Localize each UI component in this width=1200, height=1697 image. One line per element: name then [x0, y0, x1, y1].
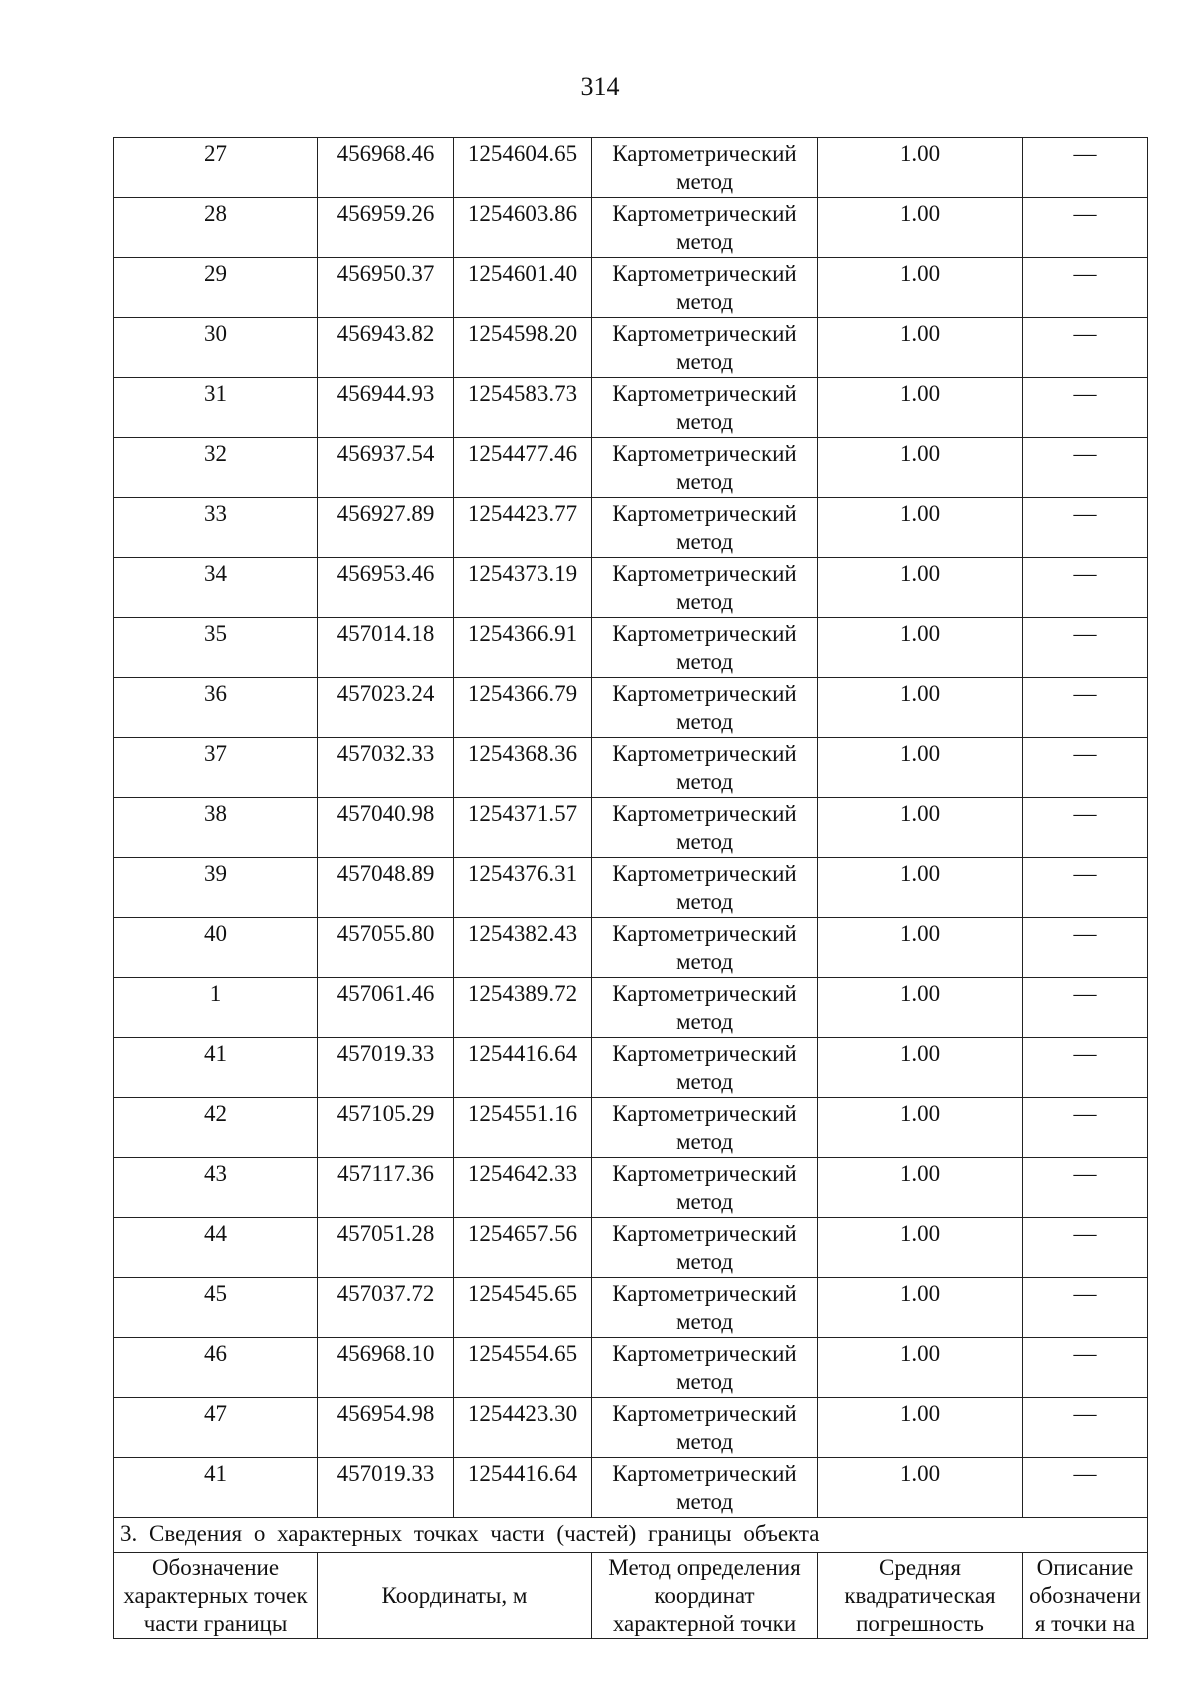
table-row	[114, 1038, 1148, 1098]
coordinate-y-cell: 1254382.43	[454, 918, 592, 978]
point-number-cell: 47	[114, 1398, 318, 1458]
table-row	[114, 1458, 1148, 1518]
description-cell: —	[1023, 558, 1148, 618]
table-row	[114, 678, 1148, 738]
coordinate-y-cell: 1254368.36	[454, 738, 592, 798]
header-description: Описание обозначени я точки на	[1023, 1553, 1148, 1639]
coordinate-x-cell: 457040.98	[318, 798, 454, 858]
coordinate-y-cell: 1254416.64	[454, 1038, 592, 1098]
coordinate-y-cell: 1254604.65	[454, 138, 592, 198]
coordinate-y-cell: 1254657.56	[454, 1218, 592, 1278]
table-row	[114, 618, 1148, 678]
coordinate-x-cell: 457019.33	[318, 1458, 454, 1518]
header-point-designation: Обозначение характерных точек части границы	[114, 1553, 318, 1639]
description-cell: —	[1023, 1218, 1148, 1278]
table-row	[114, 198, 1148, 258]
point-number-cell: 39	[114, 858, 318, 918]
error-cell: 1.00	[818, 1038, 1023, 1098]
point-number-cell: 32	[114, 438, 318, 498]
coordinate-x-cell: 457032.33	[318, 738, 454, 798]
coordinate-x-cell: 456968.10	[318, 1338, 454, 1398]
method-cell: Картометрический метод	[592, 198, 818, 258]
description-cell: —	[1023, 138, 1148, 198]
method-cell: Картометрический метод	[592, 1278, 818, 1338]
coordinate-y-cell: 1254423.77	[454, 498, 592, 558]
coordinate-y-cell: 1254551.16	[454, 1098, 592, 1158]
method-cell: Картометрический метод	[592, 1398, 818, 1458]
method-cell: Картометрический метод	[592, 1218, 818, 1278]
description-cell: —	[1023, 1098, 1148, 1158]
error-cell: 1.00	[818, 138, 1023, 198]
point-number-cell: 41	[114, 1458, 318, 1518]
method-cell: Картометрический метод	[592, 678, 818, 738]
coordinate-y-cell: 1254389.72	[454, 978, 592, 1038]
point-number-cell: 33	[114, 498, 318, 558]
coordinate-x-cell: 456959.26	[318, 198, 454, 258]
table-row	[114, 1398, 1148, 1458]
description-cell: —	[1023, 618, 1148, 678]
description-cell: —	[1023, 858, 1148, 918]
coordinate-x-cell: 456968.46	[318, 138, 454, 198]
method-cell: Картометрический метод	[592, 918, 818, 978]
table-row	[114, 738, 1148, 798]
coordinate-y-cell: 1254554.65	[454, 1338, 592, 1398]
description-cell: —	[1023, 258, 1148, 318]
error-cell: 1.00	[818, 438, 1023, 498]
description-cell: —	[1023, 1338, 1148, 1398]
point-number-cell: 44	[114, 1218, 318, 1278]
coordinate-y-cell: 1254416.64	[454, 1458, 592, 1518]
coordinate-y-cell: 1254545.65	[454, 1278, 592, 1338]
coordinate-x-cell: 457051.28	[318, 1218, 454, 1278]
error-cell: 1.00	[818, 918, 1023, 978]
table-row	[114, 1278, 1148, 1338]
coordinate-x-cell: 456927.89	[318, 498, 454, 558]
coordinate-x-cell: 457061.46	[318, 978, 454, 1038]
description-cell: —	[1023, 918, 1148, 978]
method-cell: Картометрический метод	[592, 378, 818, 438]
description-cell: —	[1023, 678, 1148, 738]
point-number-cell: 41	[114, 1038, 318, 1098]
method-cell: Картометрический метод	[592, 858, 818, 918]
coordinate-y-cell: 1254376.31	[454, 858, 592, 918]
point-number-cell: 27	[114, 138, 318, 198]
coordinate-x-cell: 457048.89	[318, 858, 454, 918]
method-cell: Картометрический метод	[592, 138, 818, 198]
section-title-row	[114, 1518, 1148, 1553]
method-cell: Картометрический метод	[592, 1038, 818, 1098]
error-cell: 1.00	[818, 1218, 1023, 1278]
coordinate-x-cell: 457014.18	[318, 618, 454, 678]
method-cell: Картометрический метод	[592, 1158, 818, 1218]
error-cell: 1.00	[818, 978, 1023, 1038]
description-cell: —	[1023, 1278, 1148, 1338]
method-cell: Картометрический метод	[592, 738, 818, 798]
method-cell: Картометрический метод	[592, 558, 818, 618]
error-cell: 1.00	[818, 558, 1023, 618]
error-cell: 1.00	[818, 378, 1023, 438]
coordinates-table-body	[114, 138, 1148, 1518]
table-row	[114, 318, 1148, 378]
point-number-cell: 29	[114, 258, 318, 318]
table-row	[114, 258, 1148, 318]
point-number-cell: 38	[114, 798, 318, 858]
coordinate-x-cell: 456944.93	[318, 378, 454, 438]
coordinate-x-cell: 457105.29	[318, 1098, 454, 1158]
point-number-cell: 37	[114, 738, 318, 798]
description-cell: —	[1023, 198, 1148, 258]
error-cell: 1.00	[818, 1458, 1023, 1518]
description-cell: —	[1023, 1398, 1148, 1458]
page-number: 314	[580, 72, 620, 101]
description-cell: —	[1023, 1458, 1148, 1518]
coordinate-x-cell: 457037.72	[318, 1278, 454, 1338]
method-cell: Картометрический метод	[592, 318, 818, 378]
coordinate-y-cell: 1254366.79	[454, 678, 592, 738]
table-row	[114, 1218, 1148, 1278]
description-cell: —	[1023, 498, 1148, 558]
table-header-row	[114, 1553, 1148, 1639]
coordinate-x-cell: 457117.36	[318, 1158, 454, 1218]
error-cell: 1.00	[818, 498, 1023, 558]
description-cell: —	[1023, 378, 1148, 438]
coordinate-y-cell: 1254601.40	[454, 258, 592, 318]
point-number-cell: 31	[114, 378, 318, 438]
method-cell: Картометрический метод	[592, 438, 818, 498]
coordinates-table	[113, 137, 1148, 1639]
error-cell: 1.00	[818, 618, 1023, 678]
point-number-cell: 40	[114, 918, 318, 978]
coordinate-y-cell: 1254477.46	[454, 438, 592, 498]
point-number-cell: 35	[114, 618, 318, 678]
table-row	[114, 1098, 1148, 1158]
coordinate-y-cell: 1254373.19	[454, 558, 592, 618]
point-number-cell: 34	[114, 558, 318, 618]
method-cell: Картометрический метод	[592, 258, 818, 318]
coordinate-y-cell: 1254371.57	[454, 798, 592, 858]
error-cell: 1.00	[818, 858, 1023, 918]
description-cell: —	[1023, 738, 1148, 798]
method-cell: Картометрический метод	[592, 498, 818, 558]
header-coordinates: Координаты, м	[318, 1553, 592, 1639]
table-row	[114, 798, 1148, 858]
error-cell: 1.00	[818, 798, 1023, 858]
table-row	[114, 1158, 1148, 1218]
point-number-cell: 45	[114, 1278, 318, 1338]
point-number-cell: 28	[114, 198, 318, 258]
error-cell: 1.00	[818, 198, 1023, 258]
description-cell: —	[1023, 1158, 1148, 1218]
table-row	[114, 978, 1148, 1038]
error-cell: 1.00	[818, 318, 1023, 378]
section-title: 3. Сведения о характерных точках части (частей) границы объекта	[114, 1518, 1148, 1553]
description-cell: —	[1023, 318, 1148, 378]
description-cell: —	[1023, 978, 1148, 1038]
table-row	[114, 438, 1148, 498]
coordinate-x-cell: 456954.98	[318, 1398, 454, 1458]
error-cell: 1.00	[818, 258, 1023, 318]
method-cell: Картометрический метод	[592, 978, 818, 1038]
coordinate-x-cell: 456950.37	[318, 258, 454, 318]
coordinate-x-cell: 457019.33	[318, 1038, 454, 1098]
coordinate-x-cell: 456937.54	[318, 438, 454, 498]
coordinate-x-cell: 456953.46	[318, 558, 454, 618]
coordinate-y-cell: 1254583.73	[454, 378, 592, 438]
coordinate-x-cell: 456943.82	[318, 318, 454, 378]
point-number-cell: 43	[114, 1158, 318, 1218]
table-row	[114, 138, 1148, 198]
method-cell: Картометрический метод	[592, 1338, 818, 1398]
error-cell: 1.00	[818, 1098, 1023, 1158]
error-cell: 1.00	[818, 1338, 1023, 1398]
method-cell: Картометрический метод	[592, 1458, 818, 1518]
coordinate-y-cell: 1254423.30	[454, 1398, 592, 1458]
table-row	[114, 1338, 1148, 1398]
table-row	[114, 858, 1148, 918]
error-cell: 1.00	[818, 678, 1023, 738]
table-row	[114, 918, 1148, 978]
header-method: Метод определения координат характерной точки	[592, 1553, 818, 1639]
method-cell: Картометрический метод	[592, 1098, 818, 1158]
coordinate-y-cell: 1254603.86	[454, 198, 592, 258]
coordinate-y-cell: 1254366.91	[454, 618, 592, 678]
table-row	[114, 378, 1148, 438]
table-row	[114, 558, 1148, 618]
description-cell: —	[1023, 1038, 1148, 1098]
point-number-cell: 42	[114, 1098, 318, 1158]
error-cell: 1.00	[818, 1278, 1023, 1338]
coordinate-y-cell: 1254598.20	[454, 318, 592, 378]
error-cell: 1.00	[818, 1398, 1023, 1458]
method-cell: Картометрический метод	[592, 798, 818, 858]
coordinate-y-cell: 1254642.33	[454, 1158, 592, 1218]
point-number-cell: 30	[114, 318, 318, 378]
point-number-cell: 36	[114, 678, 318, 738]
coordinate-x-cell: 457023.24	[318, 678, 454, 738]
point-number-cell: 46	[114, 1338, 318, 1398]
table-row	[114, 498, 1148, 558]
error-cell: 1.00	[818, 738, 1023, 798]
header-mean-square-error: Средняя квадратическая погрешность	[818, 1553, 1023, 1639]
method-cell: Картометрический метод	[592, 618, 818, 678]
description-cell: —	[1023, 798, 1148, 858]
description-cell: —	[1023, 438, 1148, 498]
point-number-cell: 1	[114, 978, 318, 1038]
error-cell: 1.00	[818, 1158, 1023, 1218]
coordinate-x-cell: 457055.80	[318, 918, 454, 978]
